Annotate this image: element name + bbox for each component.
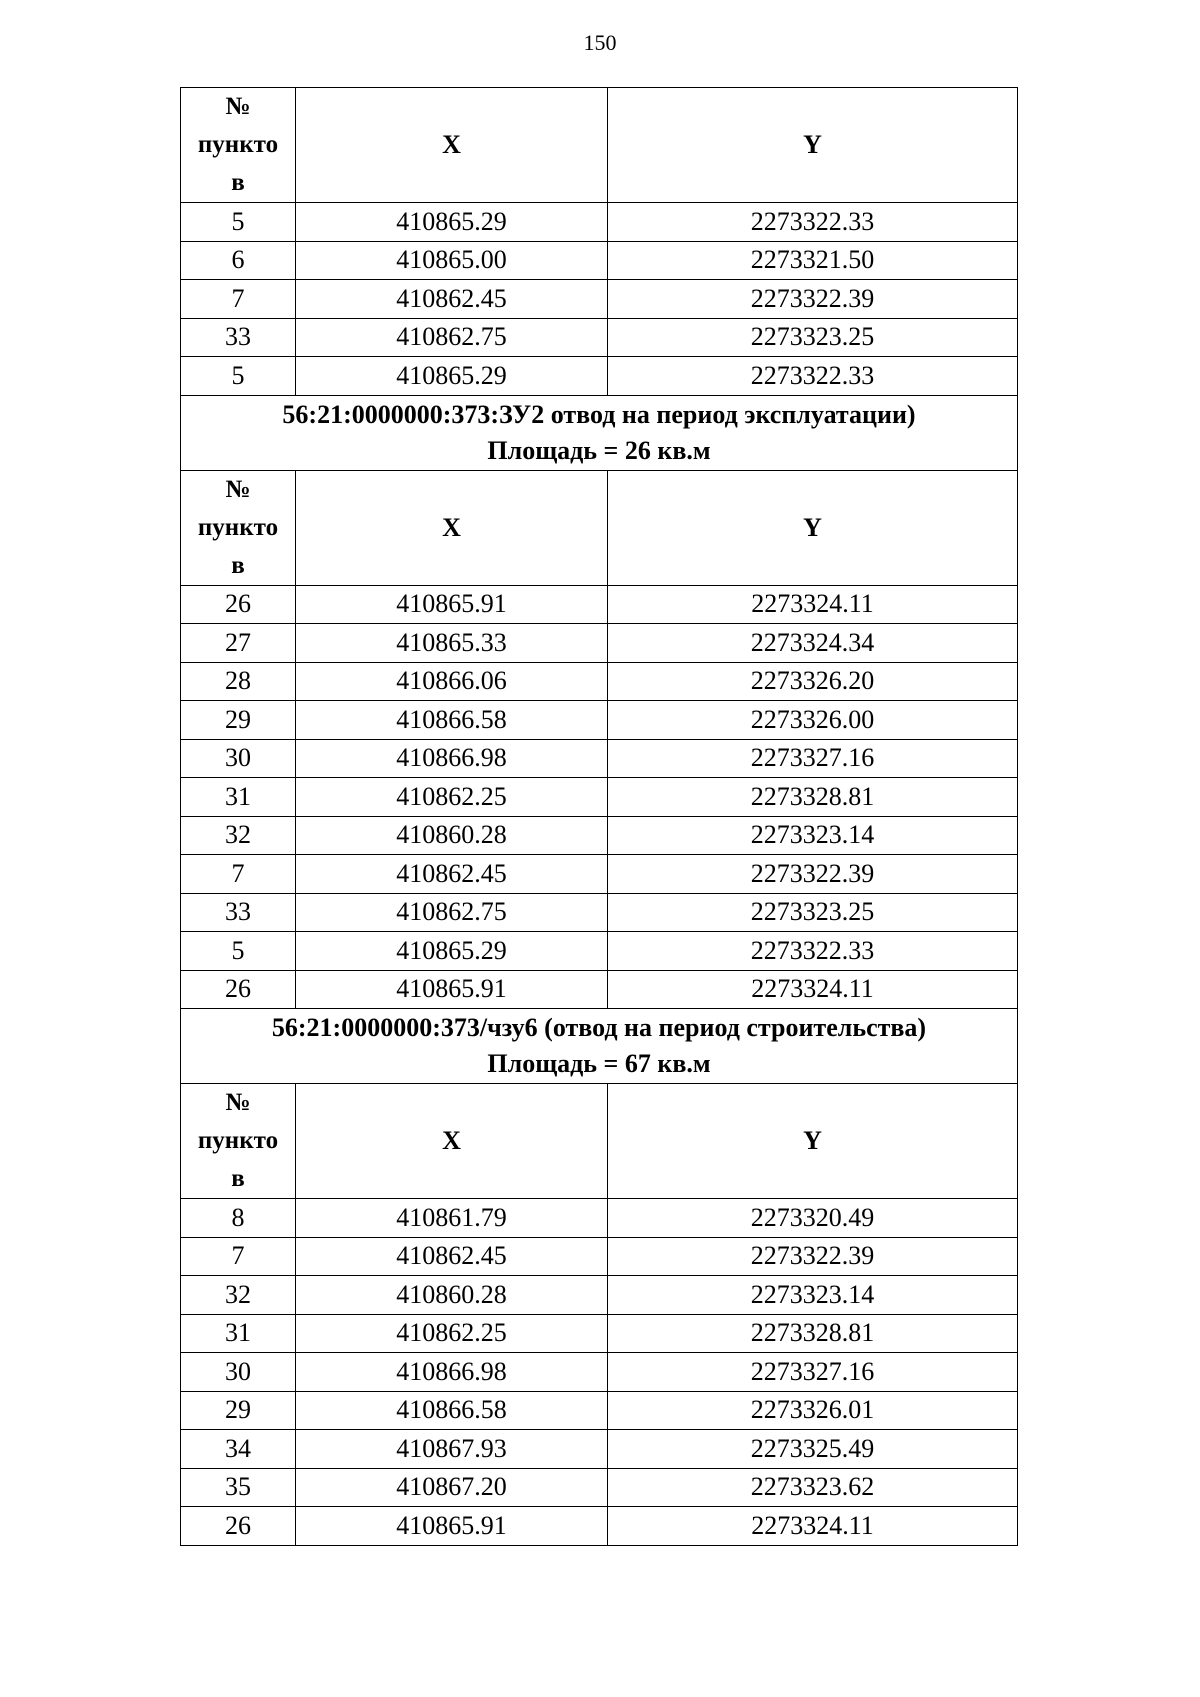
table-row	[181, 280, 1018, 319]
point-number-cell: 5	[181, 932, 296, 971]
y-coordinate-cell: 2273323.25	[608, 893, 1018, 932]
point-number-cell: 34	[181, 1430, 296, 1469]
x-coordinate-cell: 410860.28	[296, 1276, 608, 1315]
point-number-cell: 32	[181, 816, 296, 855]
point-number-cell: 29	[181, 701, 296, 740]
x-coordinate-cell: 410865.91	[296, 585, 608, 624]
y-coordinate-cell: 2273323.62	[608, 1468, 1018, 1507]
y-coordinate-cell: 2273324.11	[608, 1507, 1018, 1546]
y-coordinate-cell: 2273320.49	[608, 1199, 1018, 1238]
x-coordinate-cell: 410861.79	[296, 1199, 608, 1238]
table-row	[181, 1353, 1018, 1392]
y-coordinate-cell: 2273326.00	[608, 701, 1018, 740]
x-coordinate-cell: 410865.33	[296, 624, 608, 663]
table-row	[181, 241, 1018, 280]
table-row	[181, 1237, 1018, 1276]
point-number-cell: 7	[181, 1237, 296, 1276]
x-coordinate-cell: 410865.91	[296, 970, 608, 1009]
x-coordinate-cell: 410862.45	[296, 280, 608, 319]
y-coordinate-cell: 2273328.81	[608, 1314, 1018, 1353]
point-number-cell: 35	[181, 1468, 296, 1507]
x-coordinate-cell: 410865.00	[296, 241, 608, 280]
y-coordinate-cell: 2273323.14	[608, 816, 1018, 855]
table-row	[181, 585, 1018, 624]
point-number-cell: 32	[181, 1276, 296, 1315]
x-header: X	[296, 470, 608, 585]
point-number-cell: 33	[181, 893, 296, 932]
point-number-cell: 26	[181, 1507, 296, 1546]
page-number: 150	[583, 30, 617, 55]
y-coordinate-cell: 2273327.16	[608, 739, 1018, 778]
section-heading-row	[181, 1009, 1018, 1084]
table-row	[181, 1507, 1018, 1546]
x-coordinate-cell: 410865.29	[296, 932, 608, 971]
y-coordinate-cell: 2273322.39	[608, 280, 1018, 319]
section-area: Площадь = 67 кв.м	[487, 1049, 711, 1078]
table-row	[181, 1430, 1018, 1469]
x-coordinate-cell: 410865.29	[296, 357, 608, 396]
y-coordinate-cell: 2273328.81	[608, 778, 1018, 817]
y-coordinate-cell: 2273322.33	[608, 357, 1018, 396]
table-row	[181, 701, 1018, 740]
y-coordinate-cell: 2273327.16	[608, 1353, 1018, 1392]
point-number-cell: 30	[181, 739, 296, 778]
column-header-row	[181, 88, 1018, 203]
table-row	[181, 739, 1018, 778]
table-row	[181, 816, 1018, 855]
y-coordinate-cell: 2273321.50	[608, 241, 1018, 280]
table-row	[181, 1468, 1018, 1507]
column-header-row	[181, 1084, 1018, 1199]
table-row	[181, 932, 1018, 971]
table-row	[181, 318, 1018, 357]
section-heading	[181, 395, 1018, 470]
x-coordinate-cell: 410866.58	[296, 701, 608, 740]
table-row	[181, 1199, 1018, 1238]
table-row	[181, 855, 1018, 894]
table-row	[181, 1314, 1018, 1353]
point-number-cell: 8	[181, 1199, 296, 1238]
point-number-cell: 5	[181, 203, 296, 242]
x-coordinate-cell: 410866.98	[296, 1353, 608, 1392]
point-number-cell: 6	[181, 241, 296, 280]
x-coordinate-cell: 410865.29	[296, 203, 608, 242]
point-number-cell: 27	[181, 624, 296, 663]
x-header: X	[296, 1084, 608, 1199]
section-title: 56:21:0000000:373:ЗУ2 отвод на период эксплуатации)	[282, 399, 916, 429]
x-coordinate-cell: 410867.20	[296, 1468, 608, 1507]
point-number-cell: 33	[181, 318, 296, 357]
point-number-header: № пункто в	[181, 1084, 296, 1199]
y-coordinate-cell: 2273326.01	[608, 1391, 1018, 1430]
point-number-cell: 26	[181, 585, 296, 624]
x-coordinate-cell: 410866.98	[296, 739, 608, 778]
point-number-cell: 31	[181, 1314, 296, 1353]
point-number-cell: 7	[181, 855, 296, 894]
point-number-cell: 29	[181, 1391, 296, 1430]
table-row	[181, 970, 1018, 1009]
x-header: X	[296, 88, 608, 203]
y-coordinate-cell: 2273322.39	[608, 855, 1018, 894]
y-header: Y	[608, 1084, 1018, 1199]
point-number-header: № пункто в	[181, 470, 296, 585]
point-number-cell: 31	[181, 778, 296, 817]
x-coordinate-cell: 410862.25	[296, 1314, 608, 1353]
point-number-cell: 5	[181, 357, 296, 396]
table-row	[181, 1276, 1018, 1315]
y-coordinate-cell: 2273322.33	[608, 203, 1018, 242]
y-header: Y	[608, 88, 1018, 203]
coordinates-table	[180, 87, 1018, 1546]
y-coordinate-cell: 2273322.39	[608, 1237, 1018, 1276]
y-coordinate-cell: 2273324.11	[608, 970, 1018, 1009]
x-coordinate-cell: 410866.58	[296, 1391, 608, 1430]
table-row	[181, 357, 1018, 396]
point-number-cell: 30	[181, 1353, 296, 1392]
x-coordinate-cell: 410862.25	[296, 778, 608, 817]
x-coordinate-cell: 410865.91	[296, 1507, 608, 1546]
section-heading	[181, 1009, 1018, 1084]
y-coordinate-cell: 2273325.49	[608, 1430, 1018, 1469]
section-area: Площадь = 26 кв.м	[487, 435, 711, 465]
table-row	[181, 893, 1018, 932]
table-row	[181, 1391, 1018, 1430]
table-row	[181, 778, 1018, 817]
x-coordinate-cell: 410866.06	[296, 662, 608, 701]
y-header: Y	[608, 470, 1018, 585]
point-number-cell: 26	[181, 970, 296, 1009]
y-coordinate-cell: 2273324.11	[608, 585, 1018, 624]
point-number-header: № пункто в	[181, 88, 296, 203]
section-title: 56:21:0000000:373/чзу6 (отвод на период строительства)	[271, 1013, 927, 1042]
x-coordinate-cell: 410862.75	[296, 893, 608, 932]
y-coordinate-cell: 2273324.34	[608, 624, 1018, 663]
y-coordinate-cell: 2273322.33	[608, 932, 1018, 971]
x-coordinate-cell: 410867.93	[296, 1430, 608, 1469]
y-coordinate-cell: 2273326.20	[608, 662, 1018, 701]
section-heading-row	[181, 395, 1018, 470]
y-coordinate-cell: 2273323.25	[608, 318, 1018, 357]
x-coordinate-cell: 410862.45	[296, 855, 608, 894]
x-coordinate-cell: 410862.75	[296, 318, 608, 357]
column-header-row	[181, 470, 1018, 585]
point-number-cell: 28	[181, 662, 296, 701]
table-row	[181, 624, 1018, 663]
y-coordinate-cell: 2273323.14	[608, 1276, 1018, 1315]
table-row	[181, 662, 1018, 701]
x-coordinate-cell: 410862.45	[296, 1237, 608, 1276]
point-number-cell: 7	[181, 280, 296, 319]
table-row	[181, 203, 1018, 242]
x-coordinate-cell: 410860.28	[296, 816, 608, 855]
